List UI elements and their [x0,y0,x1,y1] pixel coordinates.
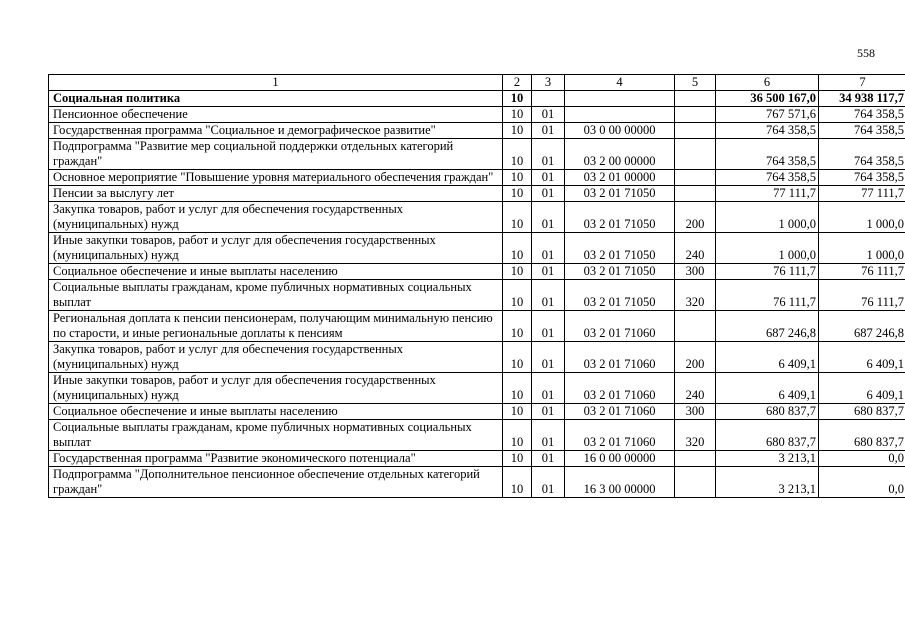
amount-cell: 77 111,7 [819,186,905,202]
expense-type-cell: 320 [675,420,716,451]
subsection-code-cell: 01 [532,280,565,311]
amount-cell: 1 000,0 [716,202,819,233]
section-code-cell: 10 [503,233,532,264]
section-code-cell: 10 [503,311,532,342]
subsection-code-cell: 01 [532,311,565,342]
subsection-code-cell: 01 [532,233,565,264]
target-article-cell: 03 2 01 71060 [565,373,675,404]
table-row [49,451,905,467]
subsection-code-cell: 01 [532,342,565,373]
row-name-cell: Региональная доплата к пенсии пенсионерам, получающим минимальную пенсию по старости, и иные региональные доплаты к пенсиям [49,311,503,342]
section-code-cell: 10 [503,202,532,233]
table-row [49,123,905,139]
row-name-cell: Социальные выплаты гражданам, кроме публичных нормативных социальных выплат [49,420,503,451]
amount-cell: 680 837,7 [819,420,905,451]
row-name-cell: Основное мероприятие "Повышение уровня материального обеспечения граждан" [49,170,503,186]
expense-type-cell [675,467,716,498]
table-row [49,420,905,451]
expense-type-cell: 200 [675,342,716,373]
amount-cell: 76 111,7 [819,264,905,280]
section-code-cell: 10 [503,342,532,373]
table-row [49,342,905,373]
column-header: 5 [675,75,716,91]
amount-cell: 76 111,7 [819,280,905,311]
target-article-cell: 16 0 00 00000 [565,451,675,467]
subsection-code-cell: 01 [532,123,565,139]
amount-cell: 764 358,5 [716,170,819,186]
table-row [49,311,905,342]
column-header: 3 [532,75,565,91]
row-name-cell: Закупка товаров, работ и услуг для обеспечения государственных (муниципальных) нужд [49,342,503,373]
amount-cell: 6 409,1 [819,373,905,404]
table-row [49,91,905,107]
amount-cell: 687 246,8 [819,311,905,342]
target-article-cell: 03 2 01 71060 [565,311,675,342]
target-article-cell: 16 3 00 00000 [565,467,675,498]
amount-cell: 680 837,7 [819,404,905,420]
target-article-cell: 03 2 01 71060 [565,342,675,373]
target-article-cell: 03 2 01 71060 [565,420,675,451]
expense-type-cell [675,311,716,342]
amount-cell: 34 938 117,7 [819,91,905,107]
amount-cell: 0,0 [819,451,905,467]
amount-cell: 680 837,7 [716,420,819,451]
column-header: 2 [503,75,532,91]
amount-cell: 76 111,7 [716,280,819,311]
amount-cell: 0,0 [819,467,905,498]
table-row [49,170,905,186]
amount-cell: 764 358,5 [819,170,905,186]
column-header: 4 [565,75,675,91]
amount-cell: 764 358,5 [819,107,905,123]
section-code-cell: 10 [503,420,532,451]
section-code-cell: 10 [503,404,532,420]
amount-cell: 1 000,0 [819,202,905,233]
column-number-header [49,75,905,91]
expense-type-cell: 300 [675,404,716,420]
target-article-cell [565,107,675,123]
budget-table [48,74,905,498]
target-article-cell: 03 2 01 71050 [565,233,675,264]
row-name-cell: Социальные выплаты гражданам, кроме публичных нормативных социальных выплат [49,280,503,311]
section-code-cell: 10 [503,123,532,139]
row-name-cell: Пенсии за выслугу лет [49,186,503,202]
target-article-cell: 03 0 00 00000 [565,123,675,139]
table-row [49,467,905,498]
subsection-code-cell: 01 [532,139,565,170]
table-row [49,202,905,233]
table-row [49,139,905,170]
subsection-code-cell: 01 [532,467,565,498]
amount-cell: 687 246,8 [716,311,819,342]
target-article-cell: 03 2 01 71050 [565,186,675,202]
row-name-cell: Социальная политика [49,91,503,107]
amount-cell: 36 500 167,0 [716,91,819,107]
expense-type-cell [675,123,716,139]
amount-cell: 6 409,1 [716,373,819,404]
section-code-cell: 10 [503,467,532,498]
target-article-cell: 03 2 01 71050 [565,202,675,233]
amount-cell: 6 409,1 [716,342,819,373]
target-article-cell: 03 2 01 71060 [565,404,675,420]
subsection-code-cell [532,91,565,107]
expense-type-cell: 300 [675,264,716,280]
target-article-cell: 03 2 01 71050 [565,280,675,311]
table-row [49,264,905,280]
subsection-code-cell: 01 [532,373,565,404]
target-article-cell: 03 2 00 00000 [565,139,675,170]
table-row [49,373,905,404]
expense-type-cell [675,170,716,186]
section-code-cell: 10 [503,264,532,280]
expense-type-cell [675,139,716,170]
expense-type-cell: 320 [675,280,716,311]
table-row [49,280,905,311]
row-name-cell: Подпрограмма "Развитие мер социальной поддержки отдельных категорий граждан" [49,139,503,170]
amount-cell: 767 571,6 [716,107,819,123]
table-body [49,75,905,498]
expense-type-cell [675,451,716,467]
expense-type-cell [675,186,716,202]
amount-cell: 76 111,7 [716,264,819,280]
section-code-cell: 10 [503,107,532,123]
amount-cell: 6 409,1 [819,342,905,373]
subsection-code-cell: 01 [532,202,565,233]
column-header: 6 [716,75,819,91]
column-header: 7 [819,75,905,91]
amount-cell: 764 358,5 [716,123,819,139]
amount-cell: 3 213,1 [716,451,819,467]
section-code-cell: 10 [503,186,532,202]
table-row [49,107,905,123]
row-name-cell: Пенсионное обеспечение [49,107,503,123]
amount-cell: 764 358,5 [716,139,819,170]
row-name-cell: Социальное обеспечение и иные выплаты населению [49,404,503,420]
table-row [49,233,905,264]
expense-type-cell: 200 [675,202,716,233]
subsection-code-cell: 01 [532,170,565,186]
amount-cell: 764 358,5 [819,139,905,170]
subsection-code-cell: 01 [532,107,565,123]
target-article-cell: 03 2 01 71050 [565,264,675,280]
row-name-cell: Социальное обеспечение и иные выплаты населению [49,264,503,280]
row-name-cell: Государственная программа "Развитие экономического потенциала" [49,451,503,467]
row-name-cell: Иные закупки товаров, работ и услуг для обеспечения государственных (муниципальных) нужд [49,373,503,404]
row-name-cell: Подпрограмма "Дополнительное пенсионное обеспечение отдельных категорий граждан" [49,467,503,498]
row-name-cell: Государственная программа "Социальное и демографическое развитие" [49,123,503,139]
page-number: 558 [857,46,875,60]
expense-type-cell: 240 [675,373,716,404]
amount-cell: 1 000,0 [819,233,905,264]
subsection-code-cell: 01 [532,404,565,420]
column-header: 1 [49,75,503,91]
subsection-code-cell: 01 [532,264,565,280]
subsection-code-cell: 01 [532,451,565,467]
expense-type-cell: 240 [675,233,716,264]
section-code-cell: 10 [503,280,532,311]
expense-type-cell [675,91,716,107]
section-code-cell: 10 [503,451,532,467]
amount-cell: 3 213,1 [716,467,819,498]
row-name-cell: Иные закупки товаров, работ и услуг для обеспечения государственных (муниципальных) нужд [49,233,503,264]
subsection-code-cell: 01 [532,186,565,202]
target-article-cell [565,91,675,107]
expense-type-cell [675,107,716,123]
target-article-cell: 03 2 01 00000 [565,170,675,186]
table-row [49,404,905,420]
section-code-cell: 10 [503,91,532,107]
amount-cell: 77 111,7 [716,186,819,202]
subsection-code-cell: 01 [532,420,565,451]
table-row [49,186,905,202]
amount-cell: 680 837,7 [716,404,819,420]
section-code-cell: 10 [503,139,532,170]
section-code-cell: 10 [503,170,532,186]
amount-cell: 764 358,5 [819,123,905,139]
amount-cell: 1 000,0 [716,233,819,264]
row-name-cell: Закупка товаров, работ и услуг для обеспечения государственных (муниципальных) нужд [49,202,503,233]
section-code-cell: 10 [503,373,532,404]
